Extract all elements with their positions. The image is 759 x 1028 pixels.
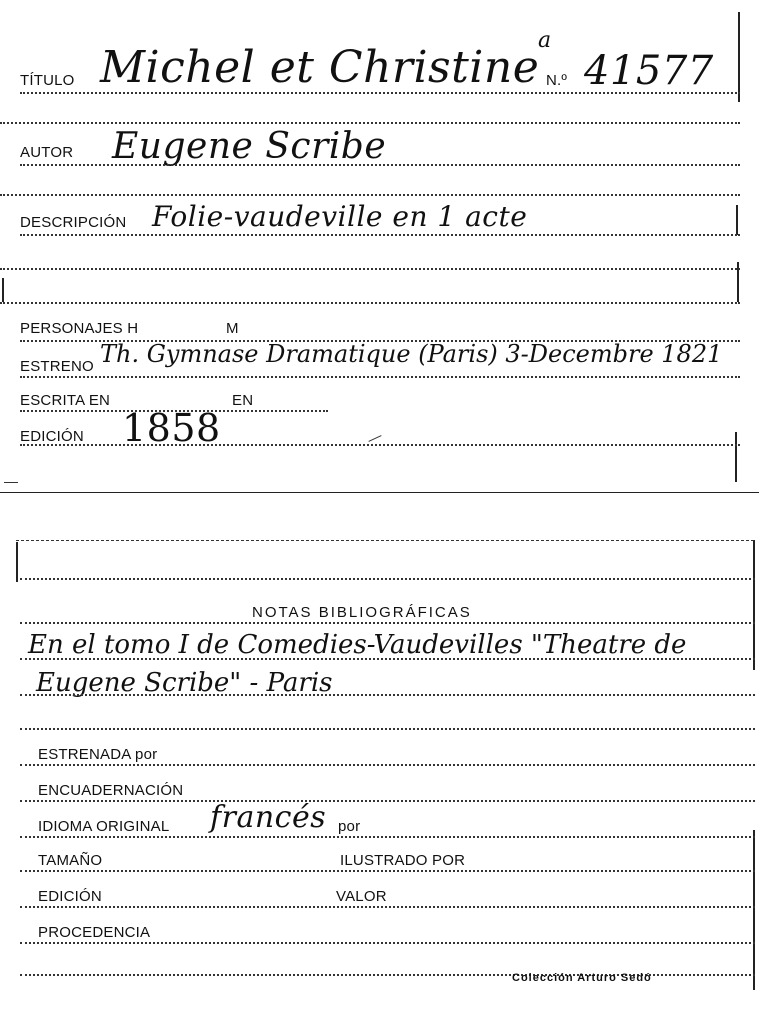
autor-value: Eugene Scribe	[112, 126, 387, 167]
descripcion-label: DESCRIPCIÓN	[20, 214, 127, 231]
dotted-rule	[0, 122, 740, 124]
card-divider	[0, 492, 759, 493]
dotted-rule	[20, 942, 755, 944]
dotted-rule	[20, 164, 740, 166]
dotted-rule	[20, 658, 755, 660]
dotted-rule	[20, 836, 755, 838]
titulo-label: TÍTULO	[20, 72, 75, 89]
notas-line-2: Eugene Scribe" - Paris	[36, 668, 333, 698]
dotted-rule	[0, 268, 740, 270]
idioma-label: IDIOMA ORIGINAL	[38, 818, 170, 835]
estreno-value: Th. Gymnase Dramatique (Paris) 3-Decembre 1821	[100, 340, 723, 368]
estreno-label: ESTRENO	[20, 358, 94, 375]
card-edge	[736, 205, 738, 235]
dotted-rule	[20, 578, 755, 580]
dotted-rule	[20, 728, 755, 730]
numero-value: 41577	[584, 48, 714, 94]
dotted-rule	[20, 444, 740, 446]
notas-line-1: En el tomo I de Comedies-Vaudevilles "Theatre de	[28, 630, 687, 660]
ink-mark	[4, 482, 18, 483]
card-edge	[735, 432, 737, 482]
notas-title: NOTAS BIBLIOGRÁFICAS	[252, 604, 472, 621]
idioma-por-label: por	[338, 818, 361, 835]
dotted-rule	[20, 234, 740, 236]
card-edge	[753, 830, 755, 990]
dotted-rule	[20, 622, 755, 624]
escrita-label: ESCRITA EN	[20, 392, 111, 409]
dotted-rule	[20, 376, 740, 378]
card-edge	[738, 12, 740, 102]
autor-label: AUTOR	[20, 144, 74, 161]
card-edge	[2, 278, 4, 302]
dotted-rule	[20, 906, 755, 908]
catalog-card-top	[0, 0, 759, 492]
personajes-label: PERSONAJES H	[20, 320, 139, 337]
dotted-rule	[20, 800, 755, 802]
personajes-m-label: M	[226, 320, 239, 337]
tamano-label: TAMAÑO	[38, 852, 103, 869]
dotted-rule	[20, 764, 755, 766]
idioma-value: francés	[210, 800, 327, 835]
card-edge	[16, 542, 18, 582]
encuadernacion-label: ENCUADERNACIÓN	[38, 782, 184, 799]
dotted-rule	[0, 194, 740, 196]
ink-mark	[368, 435, 381, 442]
valor-label: VALOR	[336, 888, 387, 905]
dotted-rule	[0, 302, 740, 304]
edicion-bottom-label: EDICIÓN	[38, 888, 102, 905]
dotted-rule	[20, 92, 740, 94]
ilustrado-label: ILUSTRADO POR	[340, 852, 466, 869]
edicion-label: EDICIÓN	[20, 428, 84, 445]
descripcion-value: Folie-vaudeville en 1 acte	[152, 200, 528, 233]
titulo-accent-mark: a	[538, 28, 552, 53]
card-edge	[753, 540, 755, 670]
estrenada-label: ESTRENADA por	[38, 746, 158, 763]
titulo-value: Michel et Christine	[100, 42, 540, 93]
escrita-en-label: EN	[232, 392, 254, 409]
dotted-rule	[20, 694, 755, 696]
numero-label: N.º	[546, 72, 568, 89]
card-top-edge	[16, 540, 754, 541]
catalog-card-bottom	[0, 530, 759, 1028]
procedencia-label: PROCEDENCIA	[38, 924, 151, 941]
collection-stamp: Colección Arturo Sedó	[512, 972, 652, 984]
dotted-rule	[20, 870, 755, 872]
edicion-value: 1858	[122, 406, 221, 450]
